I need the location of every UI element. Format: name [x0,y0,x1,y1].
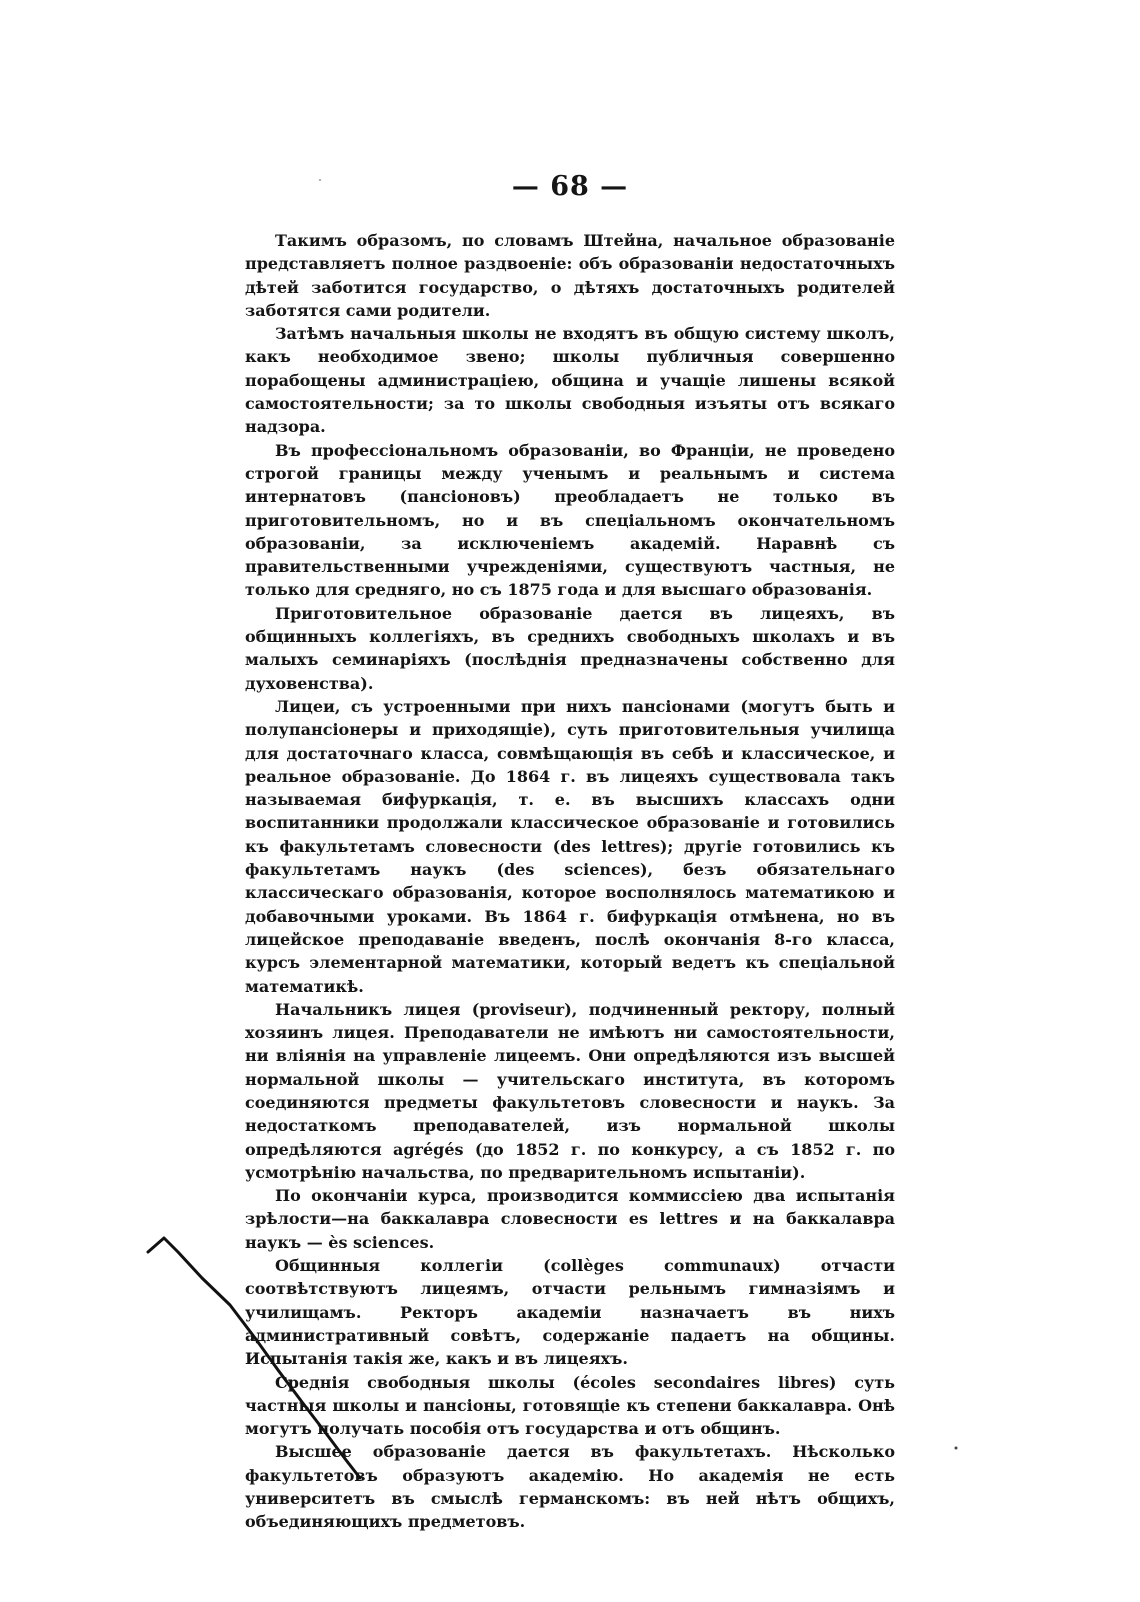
speck [955,1447,958,1450]
paragraph: Высшее образованіе дается въ факультетахъ. Нѣсколько факультетовъ образуютъ академію. Но академія не есть университетъ въ смыслѣ германскомъ: въ ней нѣтъ общихъ, объединяющихъ предметовъ. [245,1442,895,1532]
paragraph: Начальникъ лицея (proviseur), подчиненный ректору, полный хозяинъ лицея. Преподаватели не имѣютъ ни самостоятельности, ни вліянія на управленіе лицеемъ. Они опредѣляются изъ высшей нормальной школы — учительскаго института, въ которомъ соединяются предметы факультетовъ словесности и наукъ. За недостаткомъ преподавателей, изъ нормальной школы опредѣляются agrégés (до 1852 г. по конкурсу, а съ 1852 г. по усмотрѣнію начальства, по предварительномъ испытаніи). [245,999,895,1182]
page-number: — 68 — [511,171,629,202]
paragraph: Общинныя коллегіи (collèges communaux) отчасти соотвѣтствуютъ лицеямъ, отчасти рельнымъ гимназіямъ и училищамъ. Ректоръ академіи назначаетъ въ нихъ административный совѣтъ, содержаніе падаетъ на общины. Испытанія такія же, какъ и въ лицеяхъ. [245,1256,895,1369]
body-text [245,229,895,1534]
paragraph: Приготовительное образованіе дается въ лицеяхъ, въ общинныхъ коллегіяхъ, въ среднихъ свободныхъ школахъ и въ малыхъ семинаріяхъ (послѣднія предназначены собственно для духовенства). [245,603,895,693]
paragraph: Среднія свободныя школы (écoles secondaires libres) суть частныя школы и пансіоны, готовящіе къ степени баккалавра. Онѣ могутъ получать пособія отъ государства и отъ общинъ. [245,1372,895,1439]
paragraph: Въ профессіональномъ образованіи, во Франціи, не проведено строгой границы между ученымъ и реальнымъ и система интернатовъ (пансіоновъ) преобладаетъ не только въ приготовительномъ, но и въ спеціальномъ окончательномъ образованіи, за исключеніемъ академій. Наравнѣ съ правительственными учрежденіями, существуютъ частныя, не только для средняго, но съ 1875 года и для высшаго образованія. [245,440,895,600]
paragraph: Лицеи, съ устроенными при нихъ пансіонами (могутъ быть и полупансіонеры и приходящіе), суть приготовительныя училища для достаточнаго класса, совмѣщающія въ себѣ и классическое, и реальное образованіе. До 1864 г. въ лицеяхъ существовала такъ называемая бифуркація, т. е. въ высшихъ классахъ одни воспитанники продолжали классическое образованіе и готовились къ факультетамъ словесности (des lettres); другіе готовились къ факультетамъ наукъ (des sciences), безъ обязательнаго классическаго образованія, которое восполнялось математикою и добавочными уроками. Въ 1864 г. бифуркація отмѣнена, но въ лицейское преподаваніе введенъ, послѣ окончанія 8-го класса, курсъ элементарной математики, который ведетъ къ спеціальной математикѣ. [245,696,895,996]
paragraph: Затѣмъ начальныя школы не входятъ въ общую систему школъ, какъ необходимое звено; школы публичныя совершенно порабощены администраціею, община и учащіе лишены всякой самостоятельности; за то школы свободныя изъяты отъ всякаго надзора. [245,324,895,437]
paragraph: Такимъ образомъ, по словамъ Штейна, начальное образованіе представляетъ полное раздвоеніе: объ образованіи недостаточныхъ дѣтей заботится государство, о дѣтяхъ достаточныхъ родителей заботятся сами родители. [245,231,895,320]
paragraph: По окончаніи курса, производится коммиссіею два испытанія зрѣлости—на баккалавра словесности es lettres и на баккалавра наукъ — ès sciences. [245,1186,895,1252]
